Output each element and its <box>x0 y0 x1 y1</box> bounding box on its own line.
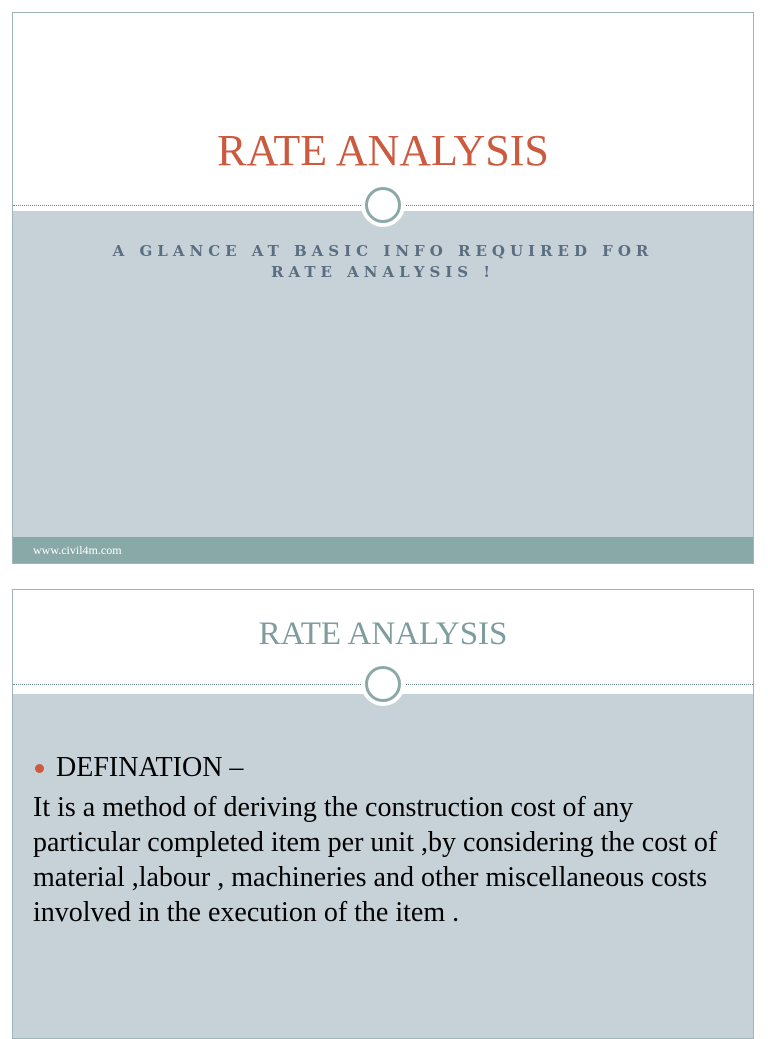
title-area <box>13 13 753 206</box>
bullet-heading: DEFINATION – <box>56 752 244 783</box>
subtitle-line: A GLANCE AT BASIC INFO REQUIRED FOR <box>112 242 654 260</box>
bullet-item <box>35 752 243 784</box>
slide-title: RATE ANALYSIS <box>217 126 549 175</box>
slide-title: RATE ANALYSIS <box>258 616 508 652</box>
footer-url: www.civil4m.com <box>33 543 122 557</box>
circle-ornament-icon <box>361 183 405 227</box>
subtitle-line: RATE ANALYSIS ! <box>271 263 495 281</box>
circle-ornament-icon <box>361 662 405 706</box>
footer-bar <box>13 537 753 564</box>
definition-paragraph: It is a method of deriving the construction cost of any particular completed item per unit ,by considering the cost of material ,labour , machineries and other miscellaneous costs involved in the execution of the item . <box>33 792 718 928</box>
slide-2 <box>12 589 754 1039</box>
slide-1 <box>12 12 754 564</box>
bullet-dot-icon <box>35 764 44 773</box>
slide-subtitle <box>53 241 713 283</box>
